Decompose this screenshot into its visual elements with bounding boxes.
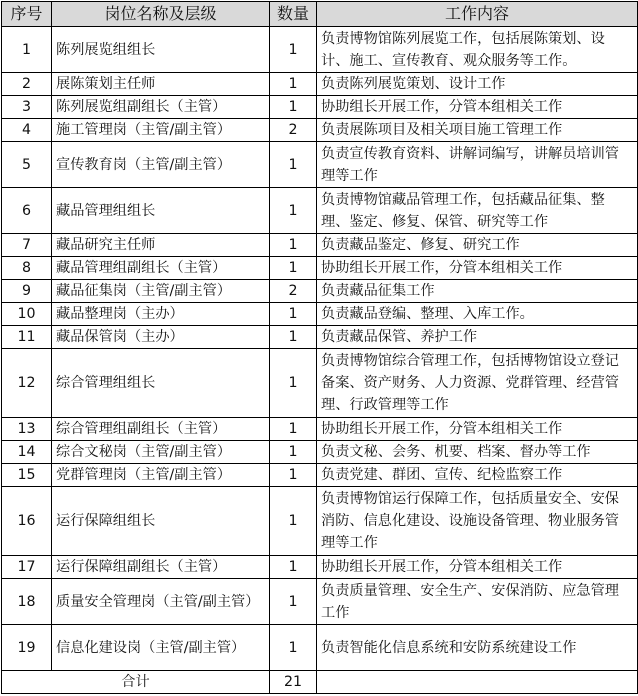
row-qty: 2	[270, 119, 317, 142]
row-qty: 1	[270, 257, 317, 280]
row-position: 藏品征集岗（主管/副主管）	[52, 280, 270, 303]
total-row	[2, 671, 638, 694]
table-row	[2, 487, 638, 556]
row-no: 12	[2, 349, 52, 418]
row-qty: 1	[270, 349, 317, 418]
row-position: 运行保障组副组长（主管）	[52, 556, 270, 579]
row-qty: 1	[270, 303, 317, 326]
row-no: 14	[2, 441, 52, 464]
row-no: 11	[2, 326, 52, 349]
row-position: 综合管理组组长	[52, 349, 270, 418]
table-row	[2, 441, 638, 464]
row-duty: 负责藏品征集工作	[317, 280, 638, 303]
table-row	[2, 556, 638, 579]
table-row	[2, 96, 638, 119]
row-duty: 负责博物馆陈列展览工作，包括展陈策划、设计、施工、宣传教育、观众服务等工作。	[317, 27, 638, 73]
row-duty: 负责文秘、会务、机要、档案、督办等工作	[317, 441, 638, 464]
table-row	[2, 349, 638, 418]
total-qty: 21	[270, 671, 317, 694]
row-qty: 2	[270, 280, 317, 303]
row-no: 2	[2, 73, 52, 96]
table-row	[2, 326, 638, 349]
table-row	[2, 27, 638, 73]
row-no: 13	[2, 418, 52, 441]
row-duty: 负责藏品登编、整理、入库工作。	[317, 303, 638, 326]
row-qty: 1	[270, 326, 317, 349]
header-position: 岗位名称及层级	[52, 2, 270, 27]
row-qty: 1	[270, 625, 317, 671]
row-qty: 1	[270, 441, 317, 464]
table-row	[2, 625, 638, 671]
row-position: 质量安全管理岗（主管/副主管）	[52, 579, 270, 625]
row-position: 综合管理组副组长（主管）	[52, 418, 270, 441]
row-no: 3	[2, 96, 52, 119]
row-duty: 负责宣传教育资料、讲解词编写，讲解员培训管理等工作	[317, 142, 638, 188]
table-row	[2, 119, 638, 142]
header-qty: 数量	[270, 2, 317, 27]
row-qty: 1	[270, 73, 317, 96]
row-no: 15	[2, 464, 52, 487]
row-no: 8	[2, 257, 52, 280]
row-position: 藏品研究主任师	[52, 234, 270, 257]
row-no: 10	[2, 303, 52, 326]
row-no: 4	[2, 119, 52, 142]
row-no: 5	[2, 142, 52, 188]
row-position: 陈列展览组组长	[52, 27, 270, 73]
table-row	[2, 188, 638, 234]
row-duty: 负责博物馆综合管理工作，包括博物馆设立登记备案、资产财务、人力资源、党群管理、经营管理、行政管理等工作	[317, 349, 638, 418]
table-row	[2, 579, 638, 625]
row-qty: 1	[270, 418, 317, 441]
row-position: 运行保障组组长	[52, 487, 270, 556]
table-row	[2, 303, 638, 326]
row-duty: 负责博物馆藏品管理工作，包括藏品征集、整理、鉴定、修复、保管、研究等工作	[317, 188, 638, 234]
row-duty: 负责藏品鉴定、修复、研究工作	[317, 234, 638, 257]
table-row	[2, 257, 638, 280]
table-row	[2, 73, 638, 96]
row-position: 藏品管理组组长	[52, 188, 270, 234]
row-position: 施工管理岗（主管/副主管）	[52, 119, 270, 142]
row-qty: 1	[270, 487, 317, 556]
staffing-table	[1, 1, 638, 694]
row-qty: 1	[270, 556, 317, 579]
row-position: 党群管理岗（主管/副主管）	[52, 464, 270, 487]
row-duty: 协助组长开展工作，分管本组相关工作	[317, 96, 638, 119]
table-row	[2, 142, 638, 188]
row-qty: 1	[270, 188, 317, 234]
row-position: 陈列展览组副组长（主管）	[52, 96, 270, 119]
header-no: 序号	[2, 2, 52, 27]
table-row	[2, 280, 638, 303]
row-duty: 负责党建、群团、宣传、纪检监察工作	[317, 464, 638, 487]
row-position: 综合文秘岗（主管/副主管）	[52, 441, 270, 464]
row-position: 宣传教育岗（主管/副主管）	[52, 142, 270, 188]
row-no: 17	[2, 556, 52, 579]
row-duty: 负责陈列展览策划、设计工作	[317, 73, 638, 96]
row-position: 藏品整理岗（主办）	[52, 303, 270, 326]
row-duty: 负责展陈项目及相关项目施工管理工作	[317, 119, 638, 142]
row-qty: 1	[270, 96, 317, 119]
row-qty: 1	[270, 27, 317, 73]
total-label: 合计	[2, 671, 270, 694]
row-no: 18	[2, 579, 52, 625]
row-no: 1	[2, 27, 52, 73]
row-duty: 协助组长开展工作，分管本组相关工作	[317, 257, 638, 280]
row-duty: 负责智能化信息系统和安防系统建设工作	[317, 625, 638, 671]
row-duty: 协助组长开展工作，分管本组相关工作	[317, 556, 638, 579]
row-duty: 负责质量管理、安全生产、安保消防、应急管理工作	[317, 579, 638, 625]
table-row	[2, 464, 638, 487]
row-position: 展陈策划主任师	[52, 73, 270, 96]
row-duty: 负责藏品保管、养护工作	[317, 326, 638, 349]
row-qty: 1	[270, 142, 317, 188]
row-position: 信息化建设岗（主管/副主管）	[52, 625, 270, 671]
row-qty: 1	[270, 234, 317, 257]
row-no: 7	[2, 234, 52, 257]
row-position: 藏品保管岗（主办）	[52, 326, 270, 349]
row-qty: 1	[270, 579, 317, 625]
table-header-row	[2, 2, 638, 27]
row-no: 9	[2, 280, 52, 303]
table-row	[2, 418, 638, 441]
row-no: 6	[2, 188, 52, 234]
row-qty: 1	[270, 464, 317, 487]
header-duty: 工作内容	[317, 2, 638, 27]
table-row	[2, 234, 638, 257]
row-no: 16	[2, 487, 52, 556]
row-position: 藏品管理组副组长（主管）	[52, 257, 270, 280]
row-no: 19	[2, 625, 52, 671]
row-duty: 负责博物馆运行保障工作，包括质量安全、安保消防、信息化建设、设施设备管理、物业服务管理等工作	[317, 487, 638, 556]
row-duty: 协助组长开展工作，分管本组相关工作	[317, 418, 638, 441]
total-duty	[317, 671, 638, 694]
